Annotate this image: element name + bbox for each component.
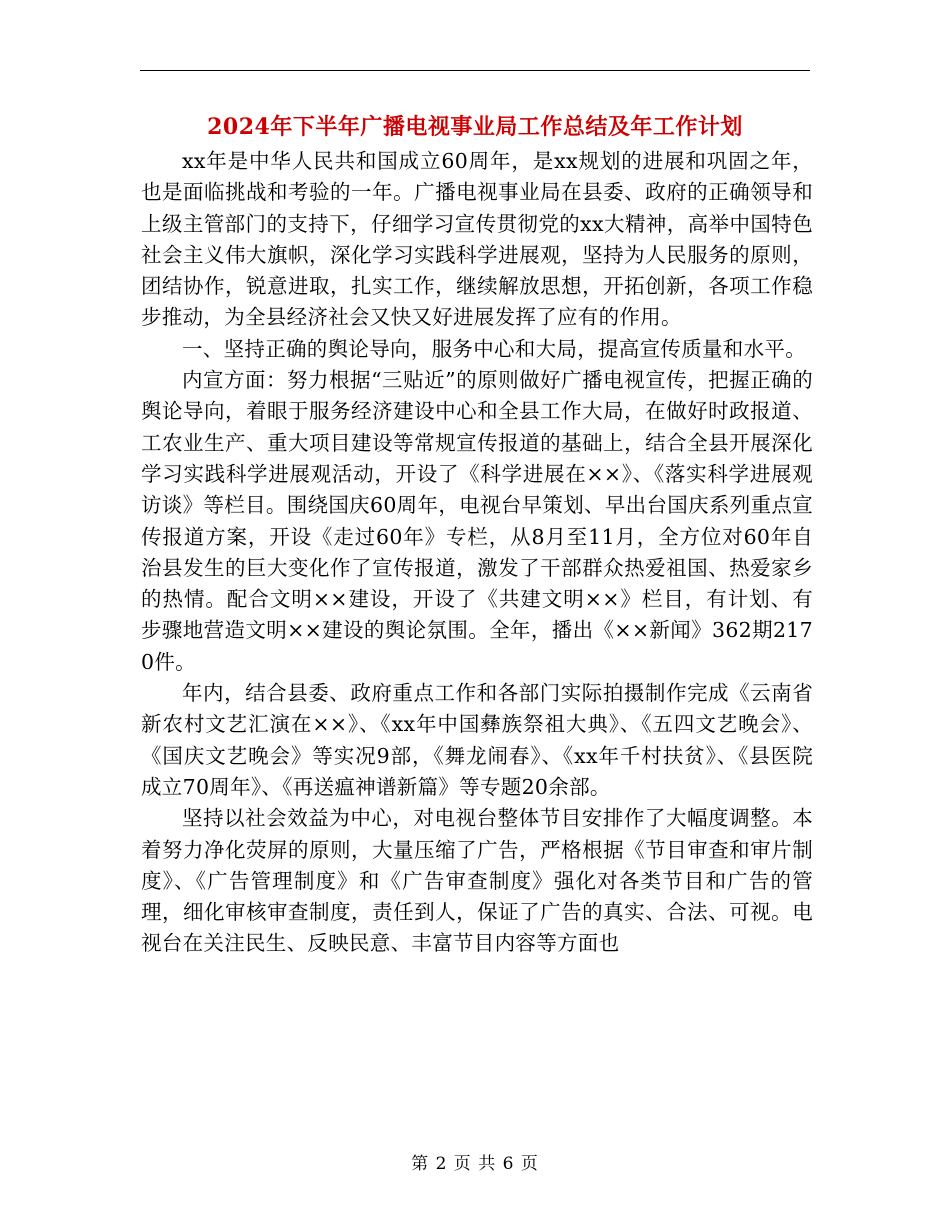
paragraph-intro: xx年是中华人民共和国成立60周年，是xx规划的进展和巩固之年，也是面临挑战和考验的一年。广播电视事业局在县委、政府的正确领导和上级主管部门的支持下，仔细学习宣传贯彻党的xx大精神，高举中国特色社会主义伟大旗帜，深化学习实践科学进展观，坚持为人民服务的原则，团结协作，锐意进取，扎实工作，继续解放思想，开拓创新，各项工作稳步推动，为全县经济社会又快又好进展发挥了应有的作用。 bbox=[141, 149, 813, 330]
paragraph-internal-publicity: 内宣方面：努力根据“三贴近”的原则做好广播电视宣传，把握正确的舆论导向，着眼于服务经济建设中心和全县工作大局，在做好时政报道、工农业生产、重大项目建设等常规宣传报道的基础上，结合全县开展深化学习实践科学进展观活动，开设了《科学进展在××》、《落实科学进展观访谈》等栏目。围绕国庆60周年，电视台早策划、早出台国庆系列重点宣传报道方案，开设《走过60年》专栏，从8月至11月，全方位对60年自治县发生的巨大变化作了宣传报道，激发了干部群众热爱祖国、热爱家乡的热情。配合文明××建设，开设了《共建文明××》栏目，有计划、有步骤地营造文明××建设的舆论氛围。全年，播出《××新闻》362期2170件。 bbox=[141, 368, 813, 674]
header-rule bbox=[140, 70, 810, 71]
document-title: 2024年下半年广播电视事业局工作总结及年工作计划 bbox=[207, 114, 743, 140]
page-number-footer: 第 2 页 共 6 页 bbox=[411, 1154, 539, 1174]
document-body bbox=[141, 146, 813, 960]
paragraph-section-heading: 一、坚持正确的舆论导向，服务中心和大局，提高宣传质量和水平。 bbox=[182, 336, 806, 361]
paragraph-social-benefit: 坚持以社会效益为中心，对电视台整体节目安排作了大幅度调整。本着努力净化荧屏的原则，大量压缩了广告，严格根据《节目审查和审片制度》、《广告管理制度》和《广告审查制度》强化对各类节目和广告的管理，细化审核审查制度，责任到人，保证了广告的真实、合法、可视。电视台在关注民生、反映民意、丰富节目内容等方面也 bbox=[141, 806, 813, 956]
paragraph-productions: 年内，结合县委、政府重点工作和各部门实际拍摄制作完成《云南省新农村文艺汇演在××》、《xx年中国彝族祭祖大典》、《五四文艺晚会》、《国庆文艺晚会》等实况9部，《舞龙闹春》、《xx年千村扶贫》、《县医院成立70周年》、《再送瘟神谱新篇》等专题20余部。 bbox=[141, 681, 813, 799]
